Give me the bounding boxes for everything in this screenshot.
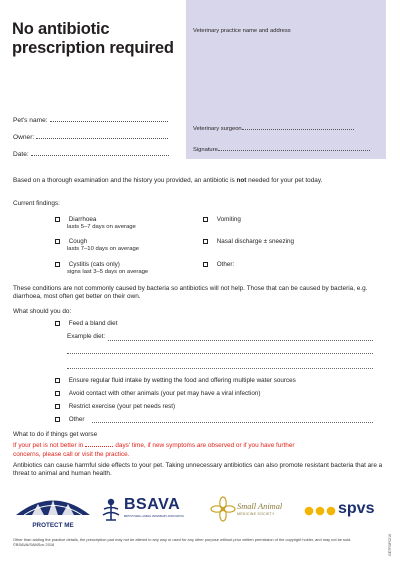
- finding-cystitis[interactable]: Cystitis (cats only) signs last 3–5 days on average: [55, 261, 148, 276]
- owner-label: Owner:: [13, 134, 35, 141]
- checkbox[interactable]: [55, 217, 60, 222]
- bsava-logo: [100, 496, 192, 526]
- todo-heading: What should you do:: [13, 308, 72, 315]
- vet-surgeon-label: Veterinary surgeon: [193, 126, 242, 132]
- todo-other-line[interactable]: [92, 422, 373, 423]
- worse-warning-line1: If your pet is not better in days' time, if new symptoms are observed or if you have further: [13, 442, 295, 449]
- bsava-text: BSAVA: [124, 496, 181, 513]
- pet-name-label: Pet's name:: [13, 117, 48, 124]
- finding-diarrhoea[interactable]: Diarrhoea lasts 5–7 days on average: [55, 216, 136, 231]
- sams-flower-icon: [210, 496, 236, 522]
- finding-other[interactable]: Other:: [203, 261, 234, 269]
- diet-line-2[interactable]: [67, 353, 373, 354]
- pet-name-field[interactable]: [13, 117, 168, 124]
- vet-surgeon-field[interactable]: [193, 125, 354, 132]
- owner-field[interactable]: [13, 134, 168, 141]
- finding-nasal[interactable]: Nasal discharge ± sneezing: [203, 238, 294, 246]
- finding-cough[interactable]: Cough lasts 7–10 days on average: [55, 238, 139, 253]
- bsava-emblem-icon: [100, 496, 122, 522]
- intro-text: Based on a thorough examination and the history you provided, an antibiotic is not needed for your pet today.: [13, 177, 323, 184]
- checkbox[interactable]: [55, 404, 60, 409]
- date-label: Date:: [13, 151, 29, 158]
- spvs-dots-icon: [304, 505, 338, 517]
- protect-me-graphic: [14, 492, 92, 516]
- spvs-text: spvs: [338, 500, 375, 517]
- bsava-subtext: BRITISH SMALL ANIMAL VETERINARY ASSOCIATION: [124, 515, 184, 518]
- checkbox[interactable]: [203, 239, 208, 244]
- checkbox[interactable]: [55, 391, 60, 396]
- side-code: GETPDF0218: [388, 534, 392, 556]
- sams-text-2: MEDICINE SOCIETY: [237, 512, 275, 516]
- todo-fluids[interactable]: Ensure regular fluid intake by wetting the food and offering multiple water sources: [55, 377, 296, 385]
- signature-field[interactable]: [193, 146, 370, 153]
- checkbox[interactable]: [203, 262, 208, 267]
- example-diet-line[interactable]: [108, 340, 373, 341]
- todo-other[interactable]: Other: [55, 416, 85, 424]
- small-animal-medicine-logo: [210, 496, 294, 524]
- protect-me-logo: [14, 492, 92, 529]
- date-field[interactable]: [13, 151, 169, 158]
- worse-warning-line2: concerns, please call or visit the practice.: [13, 451, 130, 458]
- example-diet-label: Example diet:: [67, 333, 106, 340]
- antibiotics-note: Antibiotics can cause harmful side effects to your pet. Taking unnecessary antibiotics can also promote resistant bacteria that are a threat to animal and human health.: [13, 462, 383, 478]
- checkbox[interactable]: [203, 217, 208, 222]
- protect-me-text: PROTECT ME: [32, 522, 74, 529]
- signature-label: Signature: [193, 147, 218, 153]
- checkbox[interactable]: [55, 239, 60, 244]
- sams-text-1: Small Animal: [237, 502, 283, 511]
- practice-label: Veterinary practice name and address: [193, 28, 291, 34]
- checkbox[interactable]: [55, 417, 60, 422]
- todo-avoid-contact[interactable]: Avoid contact with other animals (your pet may have a viral infection): [55, 390, 260, 398]
- footer-disclaimer: Other than adding the practice details, the prescription pad may not be altered in any way or used for any other purpose without prior written permission of the copyright holder, and may not be sold. ©BSAVA/SAMSoc 2018: [13, 537, 352, 547]
- checkbox[interactable]: [55, 321, 60, 326]
- findings-heading: Current findings:: [13, 200, 60, 207]
- checkbox[interactable]: [55, 378, 60, 383]
- diet-line-3[interactable]: [67, 368, 373, 369]
- todo-restrict-exercise[interactable]: Restrict exercise (your pet needs rest): [55, 403, 175, 411]
- spvs-logo: [304, 500, 384, 520]
- todo-feed[interactable]: Feed a bland diet: [55, 320, 117, 328]
- vet-details-box: [186, 0, 386, 159]
- conditions-text: These conditions are not commonly caused by bacteria so antibiotics will not help. Those that can be caused by bacteria, e.g. diarrhoea, most often get better on their own.: [13, 285, 368, 301]
- page-title: No antibiotic prescription required: [12, 20, 174, 57]
- finding-vomiting[interactable]: Vomiting: [203, 216, 241, 224]
- worse-heading: What to do if things get worse: [13, 431, 98, 438]
- checkbox[interactable]: [55, 262, 60, 267]
